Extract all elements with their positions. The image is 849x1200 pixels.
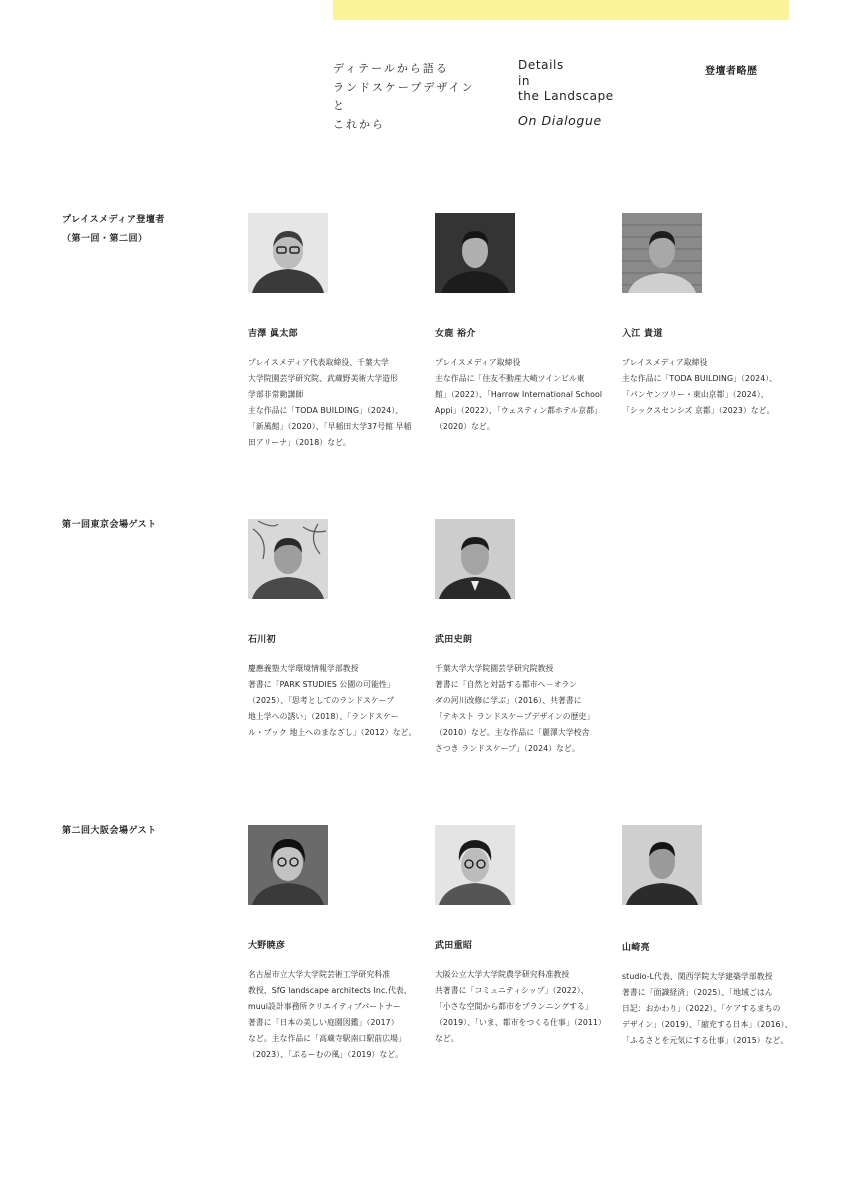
person-bio — [248, 967, 420, 1063]
bio-line: プレイスメディア取締役 — [622, 358, 708, 367]
bio-line: 「テキスト ランドスケープデザインの歴史」 — [435, 712, 595, 721]
header-en-line: the Landscape — [518, 89, 614, 103]
person-bio — [248, 661, 420, 741]
bio-line: （2023）、「ぷるーむの風」（2019）など。 — [248, 1050, 404, 1059]
person-bio — [435, 355, 607, 435]
bio-line: 大阪公立大学大学院農学研究科准教授 — [435, 970, 570, 979]
section-label-line: 第一回東京会場ゲスト — [62, 520, 157, 530]
section-label-line: 第二回大阪会場ゲスト — [62, 826, 157, 836]
bio-line: 主な作品に「TODA BUILDING」（2024）、 — [248, 406, 404, 415]
section-label-line: プレイスメディア登壇者 — [62, 215, 165, 225]
portrait-photo — [435, 825, 515, 905]
bio-line: 館」（2022）、「Harrow International School — [435, 390, 603, 399]
bio-line: さつき ランドスケープ」（2024）など。 — [435, 744, 580, 753]
person-name: 石川初 — [248, 635, 276, 645]
header-jp-line: と — [333, 99, 346, 112]
bio-line: 千葉大学大学院園芸学研究院教授 — [435, 664, 554, 673]
bio-line: 「ふるさとを元気にする仕事」（2015）など。 — [622, 1036, 789, 1045]
bio-line: など。主な作品に「高蔵寺駅南口駅前広場」 — [248, 1034, 406, 1043]
section-label-osaka-guests — [62, 822, 157, 841]
bio-line: 学部非常勤講師 — [248, 390, 304, 399]
bio-line: 共著書に「コミュニティシップ」（2022）、 — [435, 986, 589, 995]
bio-line: Appi」（2022）、「ウェスティン都ホテル京都」 — [435, 406, 603, 415]
person-card — [248, 213, 420, 451]
bio-line: 「新風館」（2020）、「早稲田大学37号館 早稲 — [248, 422, 412, 431]
bio-line: 大学院園芸学研究院、武蔵野美術大学造形 — [248, 374, 399, 383]
header-title-japanese — [333, 60, 475, 134]
bio-line: （2019）、「いま、都市をつくる仕事」（2011） — [435, 1018, 606, 1027]
bio-line: 日記：おかわり」（2022）、「ケアするまちの — [622, 1004, 781, 1013]
bio-line: （2025）、「思考としてのランドスケープ — [248, 696, 395, 705]
person-name: 吉澤 眞太郎 — [248, 329, 298, 339]
header-jp-line: ディテールから語る — [333, 62, 449, 75]
bio-line: 地上学への誘い」（2018）、「ランドスケー — [248, 712, 399, 721]
section-label-placemedia — [62, 211, 165, 249]
person-name: 武田重昭 — [435, 941, 473, 951]
header-en-italic: On Dialogue — [518, 112, 602, 128]
header-title-english — [518, 58, 614, 128]
bio-line: （2020）など。 — [435, 422, 495, 431]
portrait-photo — [435, 519, 515, 599]
header-en-line: Details — [518, 58, 564, 72]
person-card — [622, 825, 794, 1049]
bio-line: 教授、SfG landscape architects Inc.代表、 — [248, 986, 412, 995]
person-bio — [622, 355, 794, 419]
person-name: 武田史朗 — [435, 635, 473, 645]
person-card — [435, 213, 607, 435]
bio-line: 慶應義塾大学環境情報学部教授 — [248, 664, 359, 673]
portrait-photo — [248, 213, 328, 293]
bio-line: プレイスメディア取締役 — [435, 358, 521, 367]
person-name: 女鹿 裕介 — [435, 329, 476, 339]
portrait-photo — [435, 213, 515, 293]
section-label-tokyo-guests — [62, 516, 157, 535]
person-name: 入江 貴道 — [622, 329, 663, 339]
person-card — [435, 519, 607, 757]
bio-line: 著書に「日本の美しい庭園図鑑」（2017） — [248, 1018, 399, 1027]
bio-line: studio-L代表、関西学院大学建築学部教授 — [622, 972, 773, 981]
bio-line: 著書に「PARK STUDIES 公園の可能性」 — [248, 680, 395, 689]
bio-line: など。 — [435, 1034, 459, 1043]
bio-line: ル・ブック 地上へのまなざし」（2012）など。 — [248, 728, 417, 737]
person-card — [622, 213, 794, 419]
header-jp-line: これから — [333, 117, 385, 131]
bio-line: プレイスメディア代表取締役、千葉大学 — [248, 358, 389, 367]
person-name: 大野暁彦 — [248, 941, 286, 951]
header-en-line: in — [518, 73, 531, 88]
person-name: 山崎亮 — [622, 943, 650, 953]
bio-line: （2010）など。主な作品に「麗澤大学校舎 — [435, 728, 590, 737]
bio-line: muui設計事務所クリエイティブパートナー — [248, 1002, 401, 1011]
bio-line: ダの河川改修に学ぶ」（2016）、共著書に — [435, 696, 582, 705]
bio-line: 「シックスセンシズ 京都」（2023）など。 — [622, 406, 775, 415]
portrait-photo — [622, 213, 702, 293]
person-card — [435, 825, 607, 1047]
bio-line: 名古屋市立大学大学院芸術工学研究科准 — [248, 970, 391, 979]
person-bio — [435, 967, 607, 1047]
person-bio — [622, 969, 794, 1049]
yellow-accent-bar — [333, 0, 789, 20]
person-bio — [248, 355, 420, 451]
portrait-photo — [248, 825, 328, 905]
person-bio — [435, 661, 607, 757]
portrait-photo — [622, 825, 702, 905]
bio-line: 田アリーナ」（2018）など。 — [248, 438, 351, 447]
header-jp-line: ランドスケープデザイン — [333, 80, 475, 94]
bio-line: 著書に「面識経済」（2025）、「地域ごはん — [622, 988, 773, 997]
bio-line: 「小さな空間から都市をプランニングする」 — [435, 1002, 593, 1011]
person-card — [248, 825, 420, 1063]
bio-line: 「パンヤンツリー・東山京都」（2024）、 — [622, 390, 769, 399]
portrait-photo — [248, 519, 328, 599]
person-card — [248, 519, 420, 741]
bio-line: 主な作品に「TODA BUILDING」（2024）、 — [622, 374, 778, 383]
section-title: 登壇者略歴 — [705, 66, 758, 77]
bio-line: 主な作品に「住友不動産大崎ツインビル東 — [435, 374, 585, 383]
bio-line: デザイン」（2019）、「縮充する日本」（2016）、 — [622, 1020, 793, 1029]
bio-line: 著書に「自然と対話する都市へ－オラン — [435, 680, 578, 689]
section-label-line: （第一回・第二回） — [62, 234, 148, 244]
